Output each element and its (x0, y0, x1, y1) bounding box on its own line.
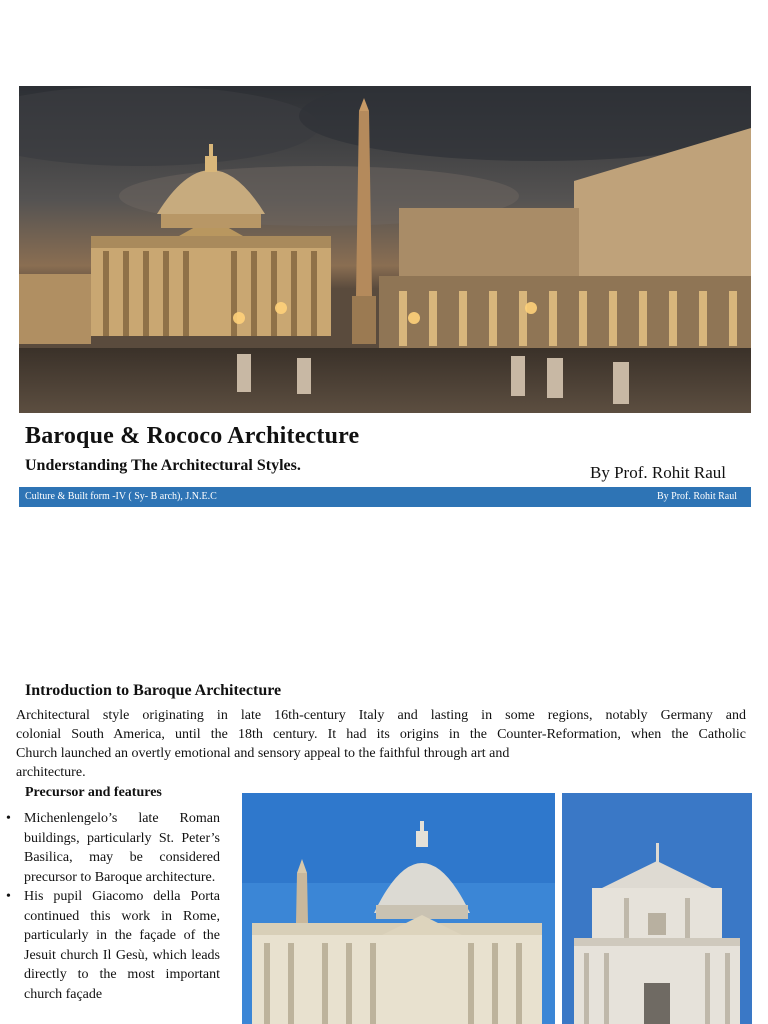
intro-line: Church launched an overtly emotional and sensory appeal to the faithful through art and (16, 746, 510, 761)
bullet-text: His pupil Giacomo della Porta continued this work in Rome, particularly in the façade of the Jesuit church Il Gesù, which leads directly to the most important church façade (24, 889, 220, 1002)
slide-title: Baroque & Rococo Architecture (25, 423, 360, 449)
st-peters-basilica-photo (242, 793, 555, 1024)
footer-course-label: Culture & Built form -IV ( Sy- B arch), J.N.E.C (25, 491, 217, 502)
subsection-heading: Precursor and features (25, 785, 162, 800)
intro-line: Architectural style originating in late 16th-century Italy and lasting in some regions, notably Germany and (16, 708, 746, 723)
list-item (6, 887, 220, 1004)
slide-subtitle: Understanding The Architectural Styles. (25, 457, 301, 474)
feature-bullet-list (6, 809, 220, 1004)
bullet-icon: • (6, 811, 11, 826)
author-byline: By Prof. Rohit Raul (590, 463, 727, 482)
intro-paragraph (16, 706, 746, 782)
bullet-text: Michenlengelo’s late Roman buildings, particularly St. Peter’s Basilica, may be considered precursor to Baroque architecture. (24, 811, 220, 885)
hero-photo-st-peters-square (19, 86, 751, 413)
bullet-icon: • (6, 889, 11, 904)
slide-footer-bar (19, 487, 751, 507)
il-gesu-church-photo (562, 793, 752, 1024)
intro-line: colonial South America, until the 18th century. It had its origins in the Counter-Reformation, when the Catholic (16, 727, 746, 742)
list-item (6, 809, 220, 887)
intro-line: architecture. (16, 765, 86, 780)
section-heading: Introduction to Baroque Architecture (25, 682, 282, 699)
footer-author-label: By Prof. Rohit Raul (656, 491, 737, 502)
